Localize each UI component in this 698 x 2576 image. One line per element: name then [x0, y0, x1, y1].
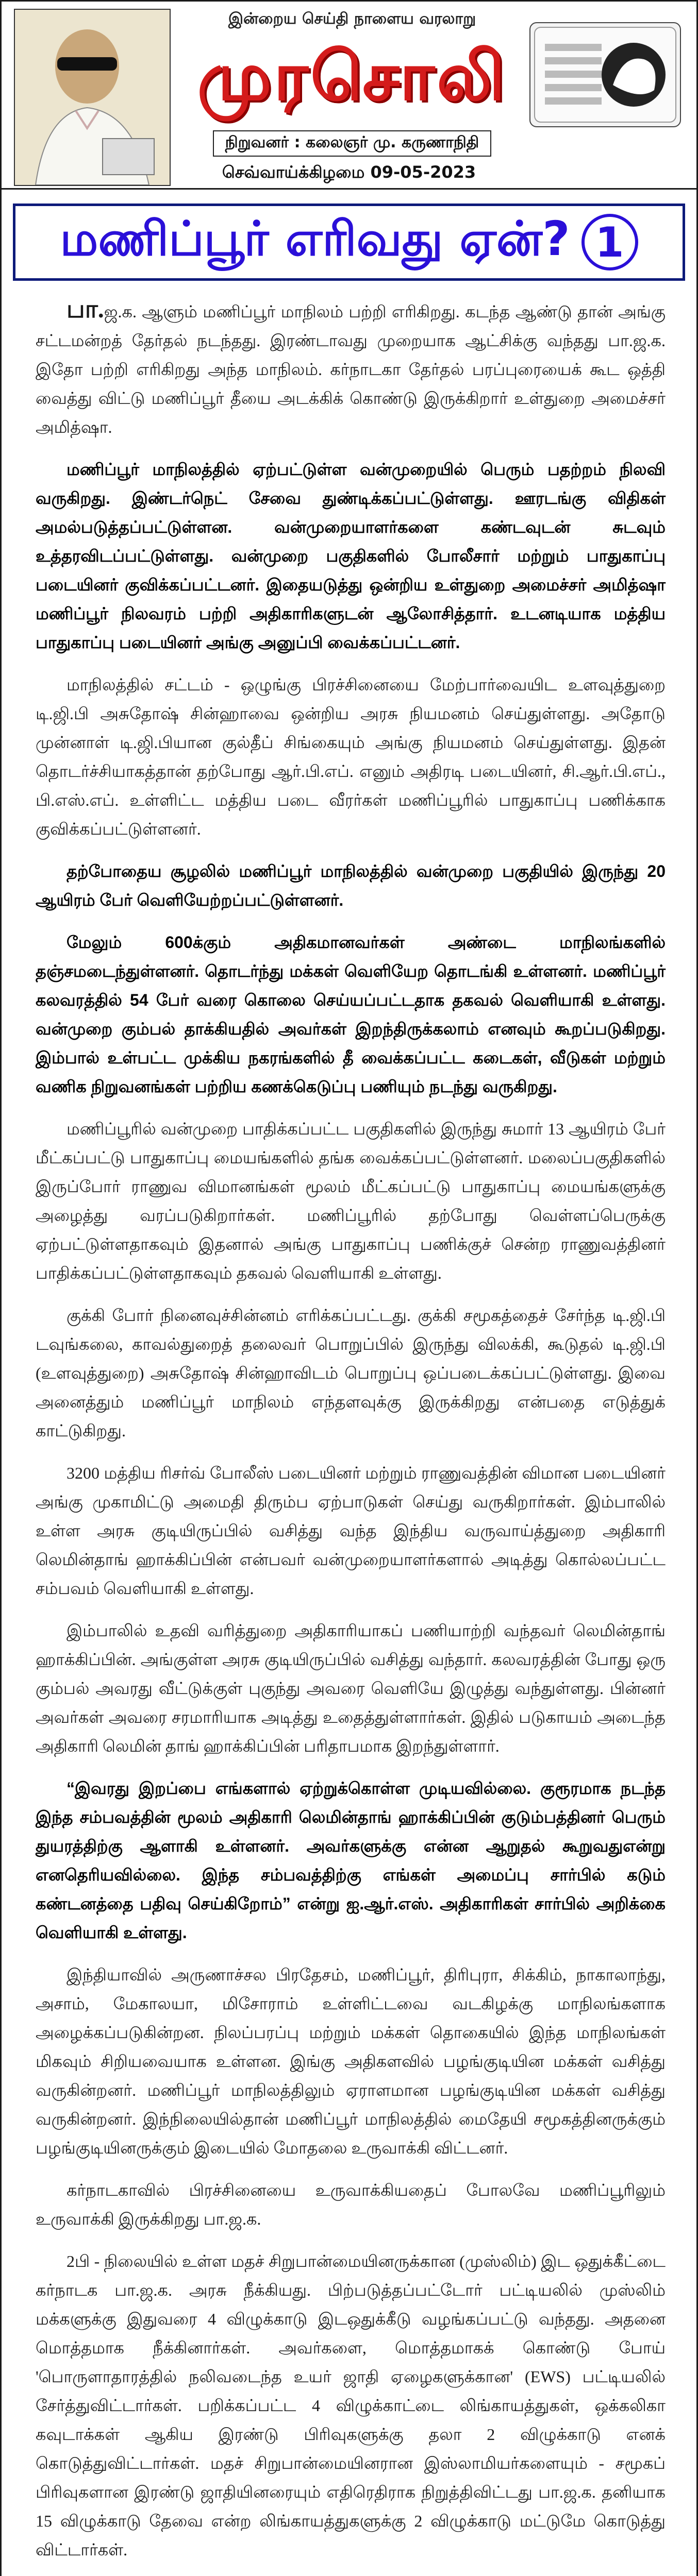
article-body — [36, 295, 666, 2576]
article-paragraph: மணிப்பூரில் வன்முறை பாதிக்கப்பட்ட பகுதிகளில் இருந்து சுமார் 13 ஆயிரம் பேர் மீட்கப்பட்டு பாதுகாப்பு மையங்களில் தங்க வைக்கப்பட்டுள்ளனர். மலைப்பகுதிகளில் இருப்போர் ராணுவ விமானங்கள் மூலம் மீட்கப்பட்டு பாதுகாப்பு மையங்களுக்கு அழைத்து வரப்படுகிறார்கள். மணிப்பூரில் தற்போது வெள்ளப்பெருக்கு ஏற்பட்டுள்ளதாகவும் இதனால் அங்கு பாதுகாப்பு பணிக்குச் சென்ற ராணுவத்தினர் பாதிக்கப்பட்டுள்ளதாகவும் தகவல் வெளியாகி உள்ளது. — [36, 1120, 666, 1282]
article-paragraph: மணிப்பூர் மாநிலத்தில் ஏற்பட்டுள்ள வன்முறையில் பெரும் பதற்றம் நிலவி வருகிறது. இண்டர்நெட் சேவை துண்டிக்கப்பட்டுள்ளது. ஊரடங்கு விதிகள் அமல்படுத்தப்பட்டுள்ளன. வன்முறையாளர்களை கண்டவுடன் சுடவும் உத்தரவிடப்பட்டுள்ளது. வன்முறை பகுதிகளில் போலீசார் மற்றும் பாதுகாப்பு படையினர் குவிக்கப்பட்டனர். இதையடுத்து ஒன்றிய உள்துறை அமைச்சர் அமித்ஷா மணிப்பூர் நிலவரம் பற்றி அதிகாரிகளுடன் ஆலோசித்தார். உடனடியாக மத்திய பாதுகாப்பு படையினர் அங்கு அனுப்பி வைக்கப்பட்டனர். — [36, 460, 666, 652]
article-paragraph: இம்பாலில் உதவி வரித்துறை அதிகாரியாகப் பணியாற்றி வந்தவர் லெமின்தாங் ஹாக்கிப்பின். அங்குள்ள அரசு குடியிருப்பில் வசித்து வந்தார். கலவரத்தின் போது ஒரு கும்பல் அவரது வீட்டுக்குள் புகுந்து அவரை வெளியே இழுத்து வந்துள்ளது. பின்னர் அவர்கள் அவரை சரமாரியாக அடித்து உதைத்துள்ளார்கள். இதில் படுகாயம் அடைந்த அதிகாரி லெமின் தாங் ஹாக்கிப்பின் பரிதாபமாக இறந்துள்ளார். — [36, 1621, 666, 1755]
article-paragraph: மாநிலத்தில் சட்டம் - ஒழுங்கு பிரச்சினையை மேற்பார்வையிட உளவுத்துறை டி.ஜி.பி அசுதோஷ் சின்ஹாவை ஒன்றிய அரசு நியமனம் செய்துள்ளது. அதோடு முன்னாள் டி.ஜி.பியான குல்தீப் சிங்கையும் அங்கு நியமனம் செய்துள்ளது. இதன் தொடர்ச்சியாகத்தான் தற்போது ஆர்.பி.எப். எனும் அதிரடி படையினர், சி.ஆர்.பி.எப்., பி.எஸ்.எப். உள்ளிட்ட மத்திய படை வீரர்கள் மணிப்பூரில் பாதுகாப்பு பணிக்காக குவிக்கப்பட்டுள்ளனர். — [36, 675, 666, 838]
article-paragraph: தற்போதைய சூழலில் மணிப்பூர் மாநிலத்தில் வன்முறை பகுதியில் இருந்து 20 ஆயிரம் பேர் வெளியேற்றப்பட்டுள்ளனர். — [36, 862, 666, 909]
article-headline: மணிப்பூர் எரிவது ஏன்? — [60, 211, 570, 266]
founder-portrait-image — [14, 9, 171, 186]
headline-box — [13, 204, 685, 281]
article-paragraph: பா.ஜ.க. ஆளும் மணிப்பூர் மாநிலம் பற்றி எரிகிறது. கடந்த ஆண்டு தான் அங்கு சட்டமன்றத் தேர்தல் நடந்தது. இரண்டாவது முறையாக ஆட்சிக்கு வந்தது பா.ஜ.க. இதோ பற்றி எரிகிறது அந்த மாநிலம். கர்நாடகா தேர்தல் பரப்புரையைக் கூட ஒத்தி வைத்து விட்டு மணிப்பூர் தீயை அடக்கிக் கொண்டு இருக்கிறார் உள்துறை அமைச்சர் அமித்ஷா. — [36, 296, 666, 436]
article-paragraph: மேலும் 600க்கும் அதிகமானவர்கள் அண்டை மாநிலங்களில் தஞ்சமடைந்துள்ளனர். தொடர்ந்து மக்கள் வெளியேற தொடங்கி உள்ளனர். மணிப்பூர் கலவரத்தில் 54 பேர் வரை கொலை செய்யப்பட்டதாக தகவல் வெளியாகி உள்ளது. வன்முறை கும்பல் தாக்கியதில் அவர்கள் இறந்திருக்கலாம் எனவும் கூறப்படுகிறது. இம்பால் உள்பட்ட முக்கிய நகரங்களில் தீ வைக்கப்பட்ட கடைகள், வீடுகள் மற்றும் வணிக நிறுவனங்கள் பற்றிய கணக்கெடுப்பு பணியும் நடந்து வருகிறது. — [36, 933, 666, 1096]
article-paragraph: கர்நாடகாவில் பிரச்சினையை உருவாக்கியதைப் போலவே மணிப்பூரிலும் உருவாக்கி இருக்கிறது பா.ஜ.க. — [36, 2181, 666, 2228]
seal-emblem-icon — [529, 22, 681, 127]
founder-label: நிறுவனர் : கலைஞர் மு. கருணாநிதி — [213, 130, 492, 157]
masthead — [2, 2, 696, 192]
founder-line — [187, 130, 517, 157]
part-number-badge: 1 — [581, 214, 638, 270]
article-paragraph: 3200 மத்திய ரிசர்வ் போலீஸ் படையினர் மற்றும் ராணுவத்தின் விமான படையினர் அங்கு முகாமிட்டு அமைதி திரும்ப ஏற்பாடுகள் செய்து வருகிறார்கள். இம்பாலில் உள்ள அரசு குடியிருப்பில் வசித்து வந்த இந்திய வருவாய்த்துறை அதிகாரி லெமின்தாங் ஹாக்கிப்பின் என்பவர் வன்முறையாளர்களால் அடித்து கொல்லப்பட்ட சம்பவம் வெளியாகி உள்ளது. — [36, 1464, 666, 1598]
newspaper-logo: முரசொலி — [197, 37, 507, 115]
publication-date: செவ்வாய்க்கிழமை 09-05-2023 — [222, 162, 476, 182]
portrait-illustration-icon — [15, 10, 170, 185]
article-paragraph: குக்கி போர் நினைவுச்சின்னம் எரிக்கப்பட்டது. குக்கி சமூகத்தைச் சேர்ந்த டி.ஜி.பி டவுங்கலை, காவல்துறைத் தலைவர் பொறுப்பில் இருந்து விலக்கி, கூடுதல் டி.ஜி.பி (உளவுத்துறை) அசுதோஷ் சின்ஹாவிடம் பொறுப்பு ஒப்படைக்கப்பட்டுள்ளது. இவை அனைத்தும் மணிப்பூர் மாநிலம் எந்தளவுக்கு இருக்கிறது என்பதை எடுத்துக் காட்டுகிறது. — [36, 1306, 666, 1440]
masthead-tagline: இன்றைய செய்தி நாளைய வரலாறு — [228, 10, 476, 28]
masthead-divider — [2, 188, 696, 190]
article-paragraph: 2பி - நிலையில் உள்ள மதச் சிறுபான்மையினருக்கான (முஸ்லிம்) இட ஒதுக்கீட்டை கர்நாடக பா.ஜ.க. அரசு நீக்கியது. பிற்படுத்தப்பட்டோர் பட்டியலில் முஸ்லிம் மக்களுக்கு இதுவரை 4 விழுக்காடு இடஒதுக்கீடு வழங்கப்பட்டு வந்தது. அதனை மொத்தமாக நீக்கினார்கள். அவர்களை, மொத்தமாகக் கொண்டு போய் 'பொருளாதாரத்தில் நலிவடைந்த உயர் ஜாதி ஏழைகளுக்கான' (EWS) பட்டியலில் சேர்த்துவிட்டார்கள். பறிக்கப்பட்ட 4 விழுக்காட்டை லிங்காயத்துகள், ஒக்கலிகா கவுடாக்கள் ஆகிய இரண்டு பிரிவுகளுக்கு தலா 2 விழுக்காடு எனக் கொடுத்துவிட்டார்கள். மதச் சிறுபான்மையினரான இஸ்லாமியர்களையும் - சமூகப் பிரிவுகளான இரண்டு ஜாதியினரையும் எதிரெதிராக நிறுத்திவிட்டது பா.ஜ.க. தனியாக 15 விழுக்காடு தேவை என்ற லிங்காயத்துகளுக்கு 2 விழுக்காடு மட்டுமே கொடுத்து விட்டார்கள். — [36, 2252, 666, 2559]
article-paragraph: “இவரது இறப்பை எங்களால் ஏற்றுக்கொள்ள முடியவில்லை. குரூரமாக நடந்த இந்த சம்பவத்தின் மூலம் அதிகாரி லெமின்தாங் ஹாக்கிப்பின் குடும்பத்தினர் பெரும் துயரத்திற்கு ஆளாகி உள்ளனர். அவர்களுக்கு என்ன ஆறுதல் கூறுவதுஎன்று எனதெரியவில்லை. இந்த சம்பவத்திற்கு எங்கள் அமைப்பு சார்பில் கடும் கண்டனத்தை பதிவு செய்கிறோம்” என்று ஐ.ஆர்.எஸ். அதிகாரிகள் சார்பில் அறிக்கை வெளியாகி உள்ளது. — [36, 1779, 666, 1942]
article-paragraph: இந்தியாவில் அருணாச்சல பிரதேசம், மணிப்பூர், திரிபுரா, சிக்கிம், நாகாலாந்து, அசாம், மேகாலயா, மிசோராம் உள்ளிட்டவை வடகிழக்கு மாநிலங்களாக அழைக்கப்படுகின்றன. நிலப்பரப்பு மற்றும் மக்கள் தொகையில் இந்த மாநிலங்கள் மிகவும் சிறியவையாக உள்ளன. இங்கு அதிகளவில் பழங்குடியின மக்கள் வசித்து வருகின்றனர். மணிப்பூர் மாநிலத்திலும் ஏராளமான பழங்குடியின மக்கள் வசித்து வருகின்றனர். இந்நிலையில்தான் மணிப்பூர் மாநிலத்தில் மைதேயி சமூகத்தினருக்கும் பழங்குடியினருக்கும் இடையில் மோதலை உருவாக்கி விட்டனர். — [36, 1965, 666, 2157]
